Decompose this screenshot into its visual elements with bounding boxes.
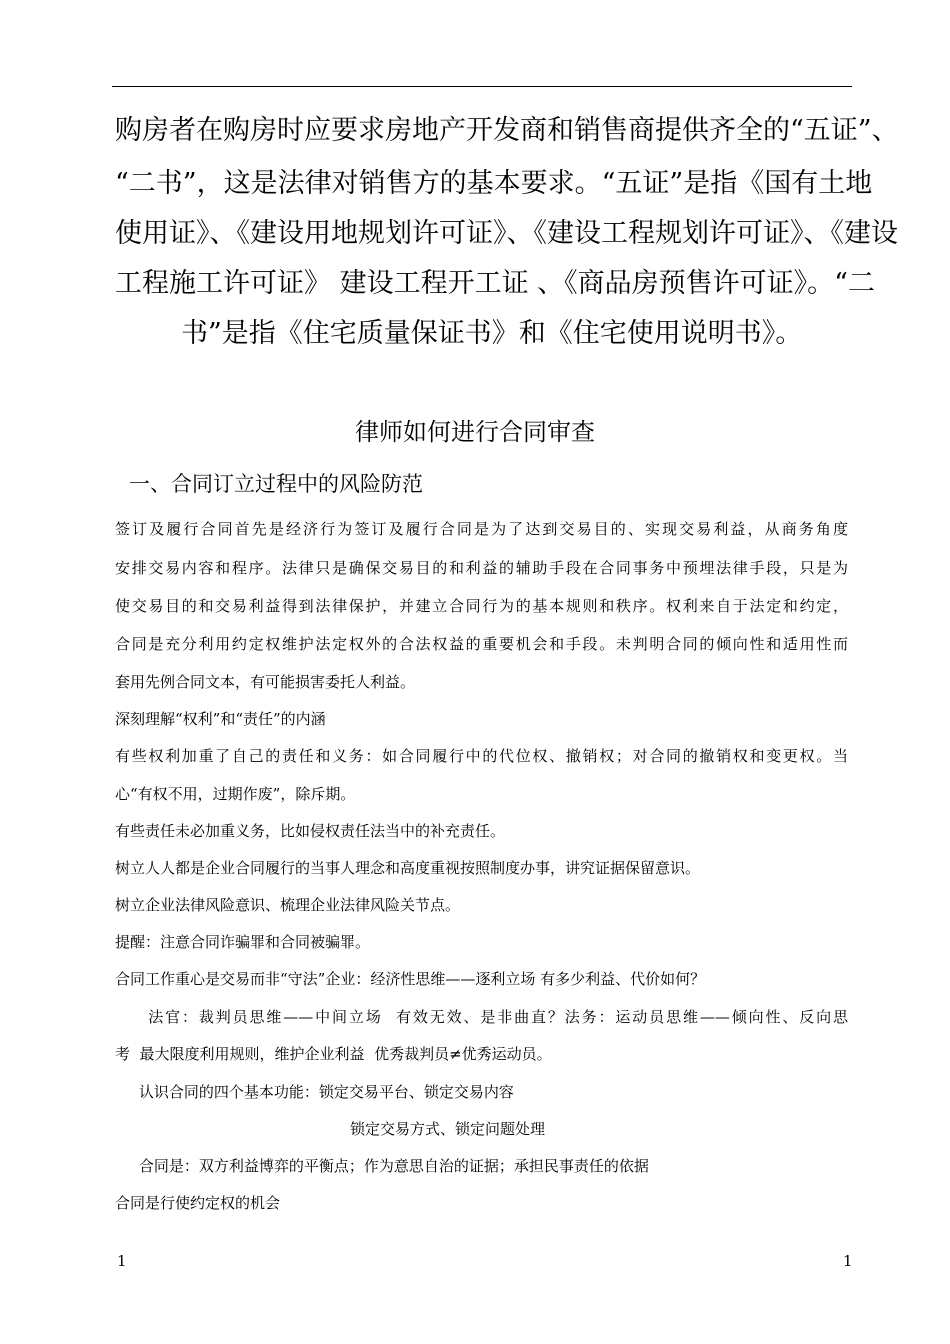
body-line-11: 树立企业法律风险意识、梳理企业法律风险关节点。 [115,896,461,914]
body-line-17: 锁定交易方式、锁定问题处理 [350,1120,546,1138]
page-number-right: 1 [843,1252,853,1270]
body-line-7: 有些权利加重了自己的责任和义务：如合同履行中的代位权、撤销权；对合同的撤销权和变更权。当 [115,747,848,765]
intro-line-3: 使用证》、《建设用地规划许可证》、《建设工程规划许可证》、《建设 [115,218,898,249]
body-line-15: 考 最大限度利用规则，维护企业利益 优秀裁判员≠优秀运动员。 [115,1045,552,1063]
page-number-left: 1 [117,1252,127,1270]
body-line-1: 签订及履行合同首先是经济行为签订及履行合同是为了达到交易目的、实现交易利益，从商务角度 [115,520,848,538]
body-line-12: 提醒：注意合同诈骗罪和合同被骗罪。 [115,933,371,951]
body-line-13: 合同工作重心是交易而非“守法”企业：经济性思维——逐利立场 有多少利益、代价如何？ [115,970,706,988]
body-line-2: 安排交易内容和程序。法律只是确保交易目的和利益的辅助手段在合同事务中预埋法律手段，只是为 [115,559,848,577]
document-title: 律师如何进行合同审查 [355,418,595,446]
intro-line-4: 工程施工许可证》 建设工程开工证 、《商品房预售许可证》。“二 [115,268,875,299]
body-line-9: 有些责任未必加重义务，比如侵权责任法当中的补充责任。 [115,822,506,840]
intro-line-5: 书”是指《住宅质量保证书》和《住宅使用说明书》。 [181,318,803,349]
body-line-5: 套用先例合同文本，有可能损害委托人利益。 [115,673,416,691]
body-line-16: 认识合同的四个基本功能：锁定交易平台、锁定交易内容 [115,1083,514,1101]
body-line-4: 合同是充分利用约定权维护法定权外的合法权益的重要机会和手段。未判明合同的倾向性和适用性而 [115,635,848,653]
header-rule [112,86,852,87]
body-line-6: 深刻理解“权利”和“责任”的内涵 [115,710,326,728]
body-line-19: 合同是行使约定权的机会 [115,1194,281,1212]
body-line-18: 合同是：双方利益博弈的平衡点；作为意思自治的证据；承担民事责任的依据 [115,1157,649,1175]
body-line-8: 心“有权不用，过期作废”，除斥期。 [115,785,356,803]
section-heading: 一、合同订立过程中的风险防范 [129,472,423,496]
body-line-10: 树立人人都是企业合同履行的当事人理念和高度重视按照制度办事，讲究证据保留意识。 [115,859,701,877]
body-line-14: 法官：裁判员思维——中间立场 有效无效、是非曲直？法务：运动员思维——倾向性、反向思 [115,1008,848,1026]
intro-line-2: “二书”，这是法律对销售方的基本要求。“五证”是指《国有土地 [115,168,873,199]
body-line-3: 使交易目的和交易利益得到法律保护，并建立合同行为的基本规则和秩序。权利来自于法定和约定， [115,597,848,615]
intro-line-1: 购房者在购房时应要求房地产开发商和销售商提供齐全的“五证”、 [115,115,899,146]
